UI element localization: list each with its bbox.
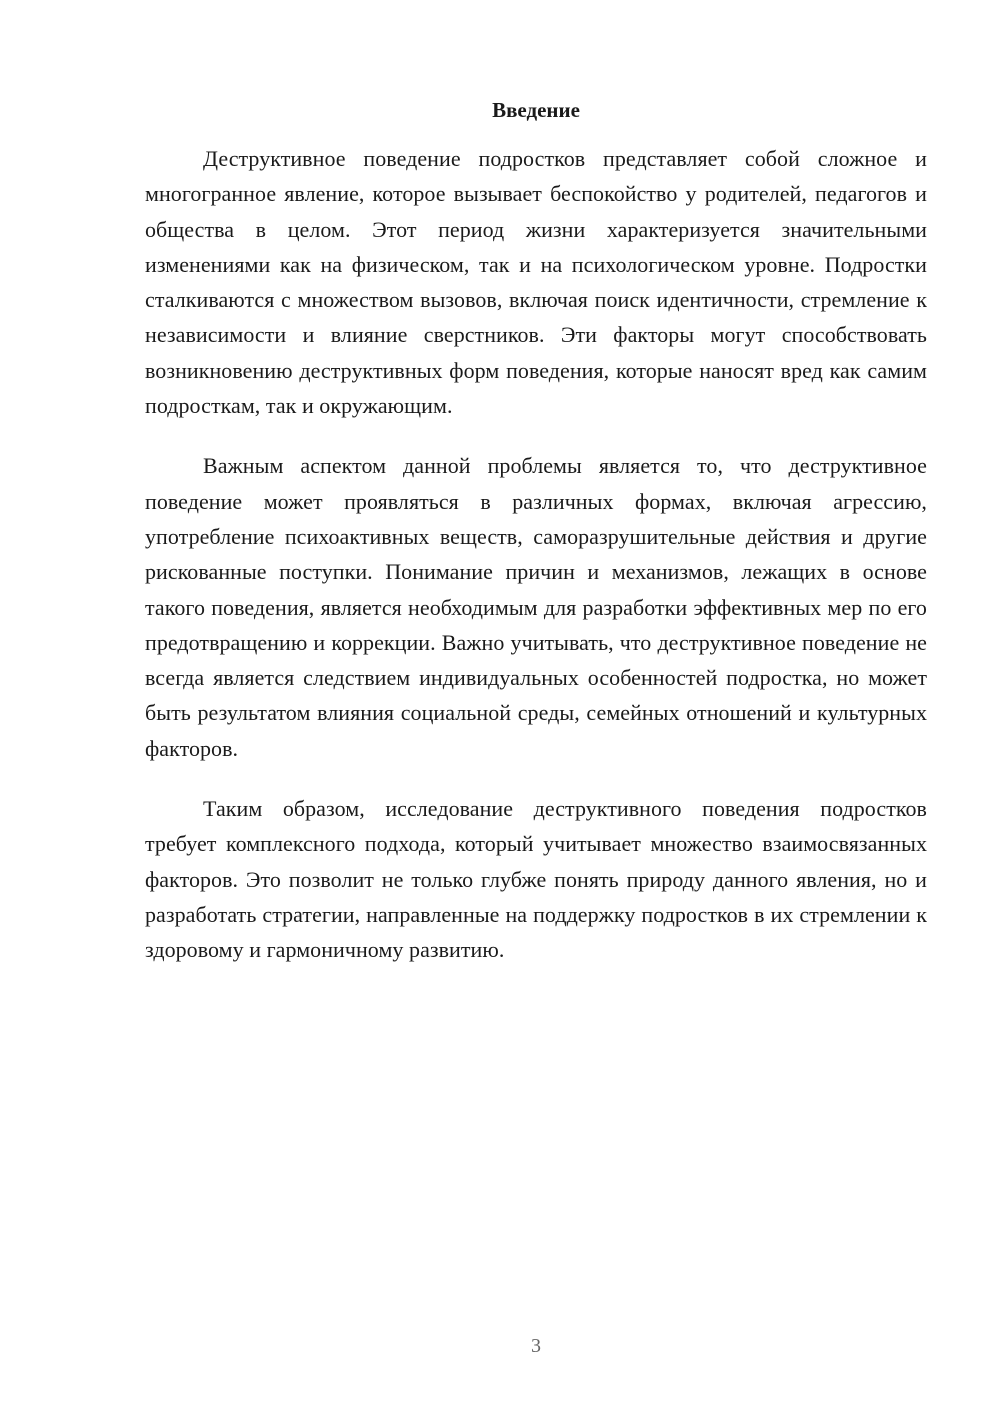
body-text	[145, 141, 927, 993]
paragraph-3: Таким образом, исследование деструктивного поведения подростков требует комплексного подхода, который учитывает множество взаимосвязанных факторов. Это позволит не только глубже понять природу данного явления, но и разработать стратегии, направленные на поддержку подростков в их стремлении к здоровому и гармоничному развитию.	[145, 796, 927, 963]
paragraph-2: Важным аспектом данной проблемы является то, что деструктивное поведение может проявляться в различных формах, включая агрессию, употребление психоактивных веществ, саморазрушительные действия и другие рискованные поступки. Понимание причин и механизмов, лежащих в основе такого поведения, является необходимым для разработки эффективных мер по его предотвращению и коррекции. Важно учитывать, что деструктивное поведение не всегда является следствием индивидуальных особенностей подростка, но может быть результатом влияния социальной среды, семейных отношений и культурных факторов.	[145, 453, 927, 761]
page-number: 3	[531, 1335, 541, 1357]
paragraph-1: Деструктивное поведение подростков представляет собой сложное и многогранное явление, которое вызывает беспокойство у родителей, педагогов и общества в целом. Этот период жизни характеризуется значительными изменениями как на физическом, так и на психологическом уровне. Подростки сталкиваются с множеством вызовов, включая поиск идентичности, стремление к независимости и влияние сверстников. Эти факторы могут способствовать возникновению деструктивных форм поведения, которые наносят вред как самим подросткам, так и окружающим.	[145, 146, 927, 419]
section-heading: Введение	[492, 98, 580, 122]
